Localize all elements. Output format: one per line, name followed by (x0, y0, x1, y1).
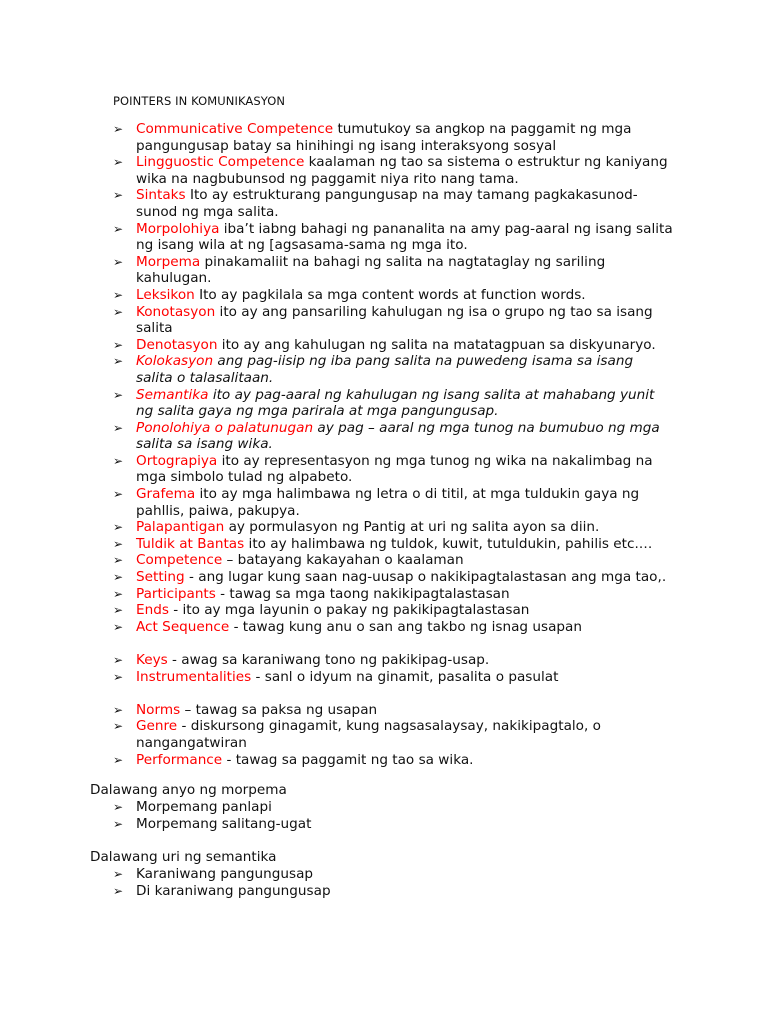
pointer-definition: - sanl o idyum na ginamit, pasalita o pasulat (251, 668, 559, 685)
pointer-definition: ito ay pag-aaral ng kahulugan ng isang salita at mahabang yunit ng salita gaya ng mga parirala at mga pangungusap. (136, 386, 655, 420)
arrowhead-bullet-icon: ➢ (113, 653, 124, 667)
pointer-item (113, 453, 673, 486)
morpema-forms-list (113, 799, 311, 832)
pointer-definition: pinakamaliit na bahagi ng salita na nagtataglay ng sariling kahulugan. (136, 253, 606, 287)
pointer-definition: ito ay mga halimbawa ng letra o di titil, at mga tuldukin gaya ng pahllis, paiwa, pakupya. (136, 486, 640, 519)
list-item (113, 816, 311, 833)
pointer-term: Semantika (136, 386, 209, 403)
list-item (113, 799, 311, 816)
pointer-item (113, 586, 673, 603)
pointer-definition: - ito ay mga layunin o pakay ng pakikipagtalastasan (168, 602, 530, 619)
pointer-item (113, 304, 673, 337)
pointer-term: Leksikon (136, 286, 195, 303)
pointer-definition: ito ay ang pansariling kahulugan ng isa o grupo ng tao sa isang salita (136, 303, 653, 337)
arrowhead-bullet-icon: ➢ (113, 669, 124, 684)
arrowhead-bullet-icon: ➢ (113, 867, 124, 881)
pointer-term: Lingguostic Competence (136, 154, 305, 171)
pointer-definition: ay pormulasyon ng Pantig at uri ng salita ayon sa diin. (224, 519, 600, 536)
pointer-term: Ponolohiya o palatunugan (136, 419, 314, 436)
list-item-text: Morpemang salitang-ugat (136, 815, 312, 832)
pointer-item (113, 752, 673, 769)
pointer-item (113, 569, 673, 586)
arrowhead-bullet-icon: ➢ (113, 188, 124, 203)
pointer-definition: ay pag – aaral ng mga tunog na bumubuo ng mga salita sa isang wika. (136, 419, 660, 453)
pointer-definition: - awag sa karaniwang tono ng pakikipag-usap. (167, 652, 490, 668)
arrowhead-bullet-icon: ➢ (113, 536, 124, 551)
list-item (113, 866, 331, 883)
pointer-definition: - tawag sa mga taong nakikipagtalastasan (215, 585, 510, 602)
pointer-definition: - tawag kung anu o san ang takbo ng isnag usapan (229, 618, 582, 635)
arrowhead-bullet-icon: ➢ (113, 816, 124, 831)
pointer-item (113, 486, 673, 519)
arrowhead-bullet-icon: ➢ (113, 752, 124, 767)
arrowhead-bullet-icon: ➢ (113, 719, 124, 734)
semantika-section-heading: Dalawang uri ng semantika (90, 849, 277, 865)
pointer-term: Tuldik at Bantas (136, 535, 245, 552)
pointer-term: Morpolohiya (136, 220, 220, 237)
arrowhead-bullet-icon: ➢ (113, 337, 124, 352)
pointer-definition: ito ay representasyon ng mga tunog ng wika na nakalimbag na mga simbolo tulad ng alpabeto. (136, 452, 653, 486)
pointers-list (113, 121, 673, 768)
arrowhead-bullet-icon: ➢ (113, 453, 124, 468)
pointer-term: Instrumentalities (136, 668, 252, 685)
pointer-term: Morpema (136, 253, 201, 270)
pointer-item (113, 420, 673, 453)
list-item-text: Karaniwang pangungusap (136, 866, 314, 882)
pointer-term: Competence (136, 552, 223, 569)
document-title: POINTERS IN KOMUNIKASYON (113, 94, 286, 108)
morpema-section-heading: Dalawang anyo ng morpema (90, 782, 287, 798)
arrowhead-bullet-icon: ➢ (113, 586, 124, 601)
list-item (113, 883, 331, 900)
arrowhead-bullet-icon: ➢ (113, 354, 124, 369)
arrowhead-bullet-icon: ➢ (113, 155, 124, 170)
pointer-item (113, 337, 673, 354)
arrowhead-bullet-icon: ➢ (113, 254, 124, 269)
pointer-definition: tumutukoy sa angkop na paggamit ng mga pangungusap batay sa hinihingi ng isang interaksyong sosyal (136, 121, 632, 154)
arrowhead-bullet-icon: ➢ (113, 287, 124, 302)
arrowhead-bullet-icon: ➢ (113, 520, 124, 535)
pointer-item (113, 602, 673, 619)
list-item-text: Di karaniwang pangungusap (136, 882, 331, 899)
pointer-term: Ortograpiya (136, 452, 218, 469)
pointer-term: Act Sequence (136, 618, 230, 635)
pointer-item (113, 221, 673, 254)
pointer-definition: kaalaman ng tao sa sistema o estruktur ng kaniyang wika na nagbubunsod ng paggamit niya rito nang tama. (136, 154, 668, 187)
pointer-definition: - tawag sa paggamit ng tao sa wika. (222, 751, 474, 768)
arrowhead-bullet-icon: ➢ (113, 570, 124, 585)
pointer-item (113, 718, 673, 751)
pointer-term: Keys (136, 652, 168, 668)
pointer-definition: ang pag-iisip ng iba pang salita na puwedeng isama sa isang salita o talasalitaan. (136, 353, 634, 386)
arrowhead-bullet-icon: ➢ (113, 702, 124, 717)
pointer-item (113, 121, 673, 154)
arrowhead-bullet-icon: ➢ (113, 800, 124, 814)
pointer-term: Norms (136, 701, 181, 718)
pointer-item (113, 353, 673, 386)
pointer-item (113, 619, 673, 636)
arrowhead-bullet-icon: ➢ (113, 221, 124, 236)
pointer-definition: ito ay halimbawa ng tuldok, kuwit, tutuldukin, pahilis etc.… (244, 535, 653, 552)
pointer-term: Denotasyon (136, 336, 218, 353)
pointer-term: Konotasyon (136, 303, 216, 320)
semantika-types-list (113, 866, 331, 899)
pointer-term: Communicative Competence (136, 121, 334, 137)
pointer-item (113, 702, 673, 719)
pointer-item (113, 552, 673, 569)
pointer-definition: - diskursong ginagamit, kung nagsasalaysay, nakikipagtalo, o nangangatwiran (136, 718, 601, 751)
pointer-item (113, 154, 673, 187)
pointer-item (113, 287, 673, 304)
pointer-definition: Ito ay estrukturang pangungusap na may tamang pagkakasunod-sunod ng mga salita. (136, 187, 638, 220)
pointer-item (113, 652, 673, 669)
pointer-term: Ends (136, 602, 169, 619)
arrowhead-bullet-icon: ➢ (113, 487, 124, 502)
arrowhead-bullet-icon: ➢ (113, 883, 124, 898)
pointer-definition: ito ay ang kahulugan ng salita na matatagpuan sa diskyunaryo. (217, 336, 656, 353)
pointer-definition: – batayang kakayahan o kaalaman (222, 552, 464, 569)
pointer-definition: - ang lugar kung saan nag-uusap o nakikipagtalastasan ang mga tao,. (184, 569, 667, 586)
pointer-item (113, 254, 673, 287)
pointer-term: Palapantigan (136, 519, 225, 536)
pointer-term: Kolokasyon (136, 353, 214, 370)
pointer-definition: iba’t iabng bahagi ng pananalita na amy pag-aaral ng isang salita ng isang wila at ng [agsasama-sama ng mga ito. (136, 220, 673, 254)
pointer-term: Performance (136, 751, 223, 768)
pointer-item (113, 669, 673, 686)
pointer-term: Sintaks (136, 187, 186, 204)
arrowhead-bullet-icon: ➢ (113, 603, 124, 618)
arrowhead-bullet-icon: ➢ (113, 619, 124, 634)
pointer-item (113, 519, 673, 536)
pointer-definition: – tawag sa paksa ng usapan (180, 701, 378, 718)
arrowhead-bullet-icon: ➢ (113, 122, 124, 136)
pointer-term: Setting (136, 569, 185, 586)
arrowhead-bullet-icon: ➢ (113, 553, 124, 568)
list-item-text: Morpemang panlapi (136, 799, 272, 815)
pointer-item (113, 387, 673, 420)
pointer-term: Participants (136, 585, 216, 602)
pointer-item (113, 187, 673, 220)
pointer-item (113, 536, 673, 553)
arrowhead-bullet-icon: ➢ (113, 387, 124, 402)
pointer-term: Genre (136, 718, 178, 735)
pointer-term: Grafema (136, 486, 196, 503)
pointer-definition: Ito ay pagkilala sa mga content words at function words. (194, 286, 586, 303)
arrowhead-bullet-icon: ➢ (113, 420, 124, 435)
arrowhead-bullet-icon: ➢ (113, 304, 124, 319)
